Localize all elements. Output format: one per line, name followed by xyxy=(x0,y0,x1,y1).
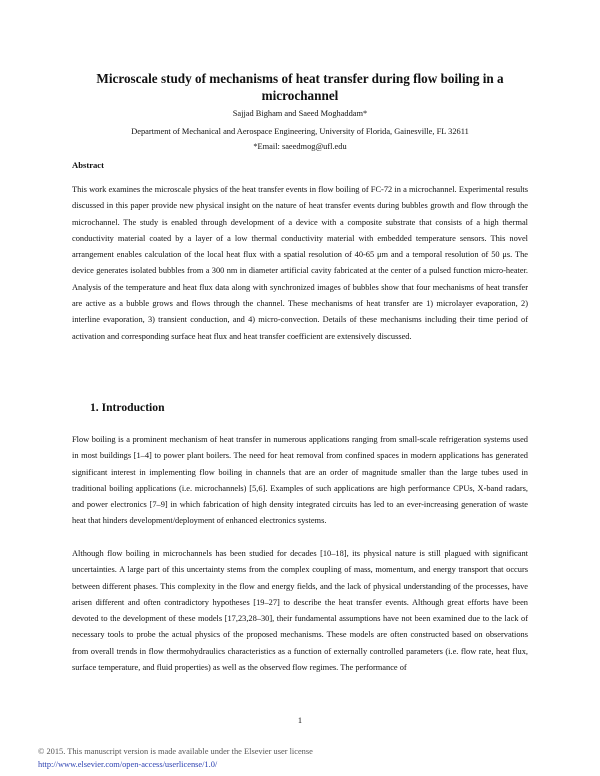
license-link[interactable]: http://www.elsevier.com/open-access/userlicense/1.0/ xyxy=(38,760,218,769)
section-heading-introduction: 1. Introduction xyxy=(90,401,165,414)
corresponding-email: *Email: saeedmog@ufl.edu xyxy=(253,142,347,151)
intro-paragraph-1: Flow boiling is a prominent mechanism of heat transfer in numerous applications ranging from small-scale refrigeration systems used in most buildings [1–4] to power plant boilers. The need for heat removal from confined spaces in modern applications has generated significant interest in implementing flow boiling in channels that are an order of magnitude smaller than the large tubes used in traditional boiling applications (i.e. microchannels) [5,6]. Examples of such applications are high performance CPUs, X-band radars, and power electronics [7–9] in which fabrication of high density integrated circuits has led to an ever-increasing generation of waste heat that hinders development/deployment of enhanced electronics systems. xyxy=(72,435,528,526)
license-link-container xyxy=(38,759,217,770)
abstract-text: This work examines the microscale physics of the heat transfer events in flow boiling of FC-72 in a microchannel. Experimental results discussed in this paper provide new physical insight on the nature of heat transfer events during bubbles growth and flow through the microchannel. The study is enabled through development of a device with a composite substrate that consists of a high thermal conductivity material coated by a layer of a low thermal conductivity material with embedded temperature sensors. This novel arrangement enables calculation of the local heat flux with a spatial resolution of 40-65 μm and a temporal resolution of 50 μs. The device generates isolated bubbles from a 300 nm in diameter artificial cavity fabricated at the center of a pulsed function micro-heater. Analysis of the temperature and heat flux data along with synchronized images of bubbles show that four mechanisms of heat transfer are active as a bubble grows and flows through the channel. These mechanisms of heat transfer are 1) microlayer evaporation, 2) interline evaporation, 3) transient conduction, and 4) micro-convection. Details of these mechanisms including their time period of activation and corresponding surface heat flux and heat transfer coefficient are extensively discussed. xyxy=(72,185,528,341)
intro-paragraph-2: Although flow boiling in microchannels has been studied for decades [10–18], its physical nature is still plagued with significant uncertainties. A large part of this uncertainty stems from the complex coupling of mass, momentum, and energy transport that occurs between different phases. This complexity in the flow and energy fields, and the lack of physical understanding of the processes, have arisen different and often contradictory hypotheses [19–27] to describe the heat transfer events. Although great efforts have been devoted to the development of these models [17,23,28–30], their fundamental assumptions have not been examined due to the lack of necessary tools to probe the actual physics of the proposed mechanisms. These models are often constructed based on observations from overall trends in flow thermohydraulics characteristics as a function of externally controlled parameters (i.e. flow rate, heat flux, surface temperature, and fluid properties) as well as the observed flow regimes. The performance of xyxy=(72,549,528,673)
paper-title: Microscale study of mechanisms of heat transfer during flow boiling in a microchannel xyxy=(96,71,504,103)
abstract-heading: Abstract xyxy=(72,160,104,170)
author-affiliation: Department of Mechanical and Aerospace Engineering, University of Florida, Gainesville, FL 32611 xyxy=(131,127,469,136)
license-notice: © 2015. This manuscript version is made available under the Elsevier user license xyxy=(38,747,313,756)
page-number: 1 xyxy=(297,716,303,725)
author-list: Sajjad Bigham and Saeed Moghaddam* xyxy=(232,109,368,118)
